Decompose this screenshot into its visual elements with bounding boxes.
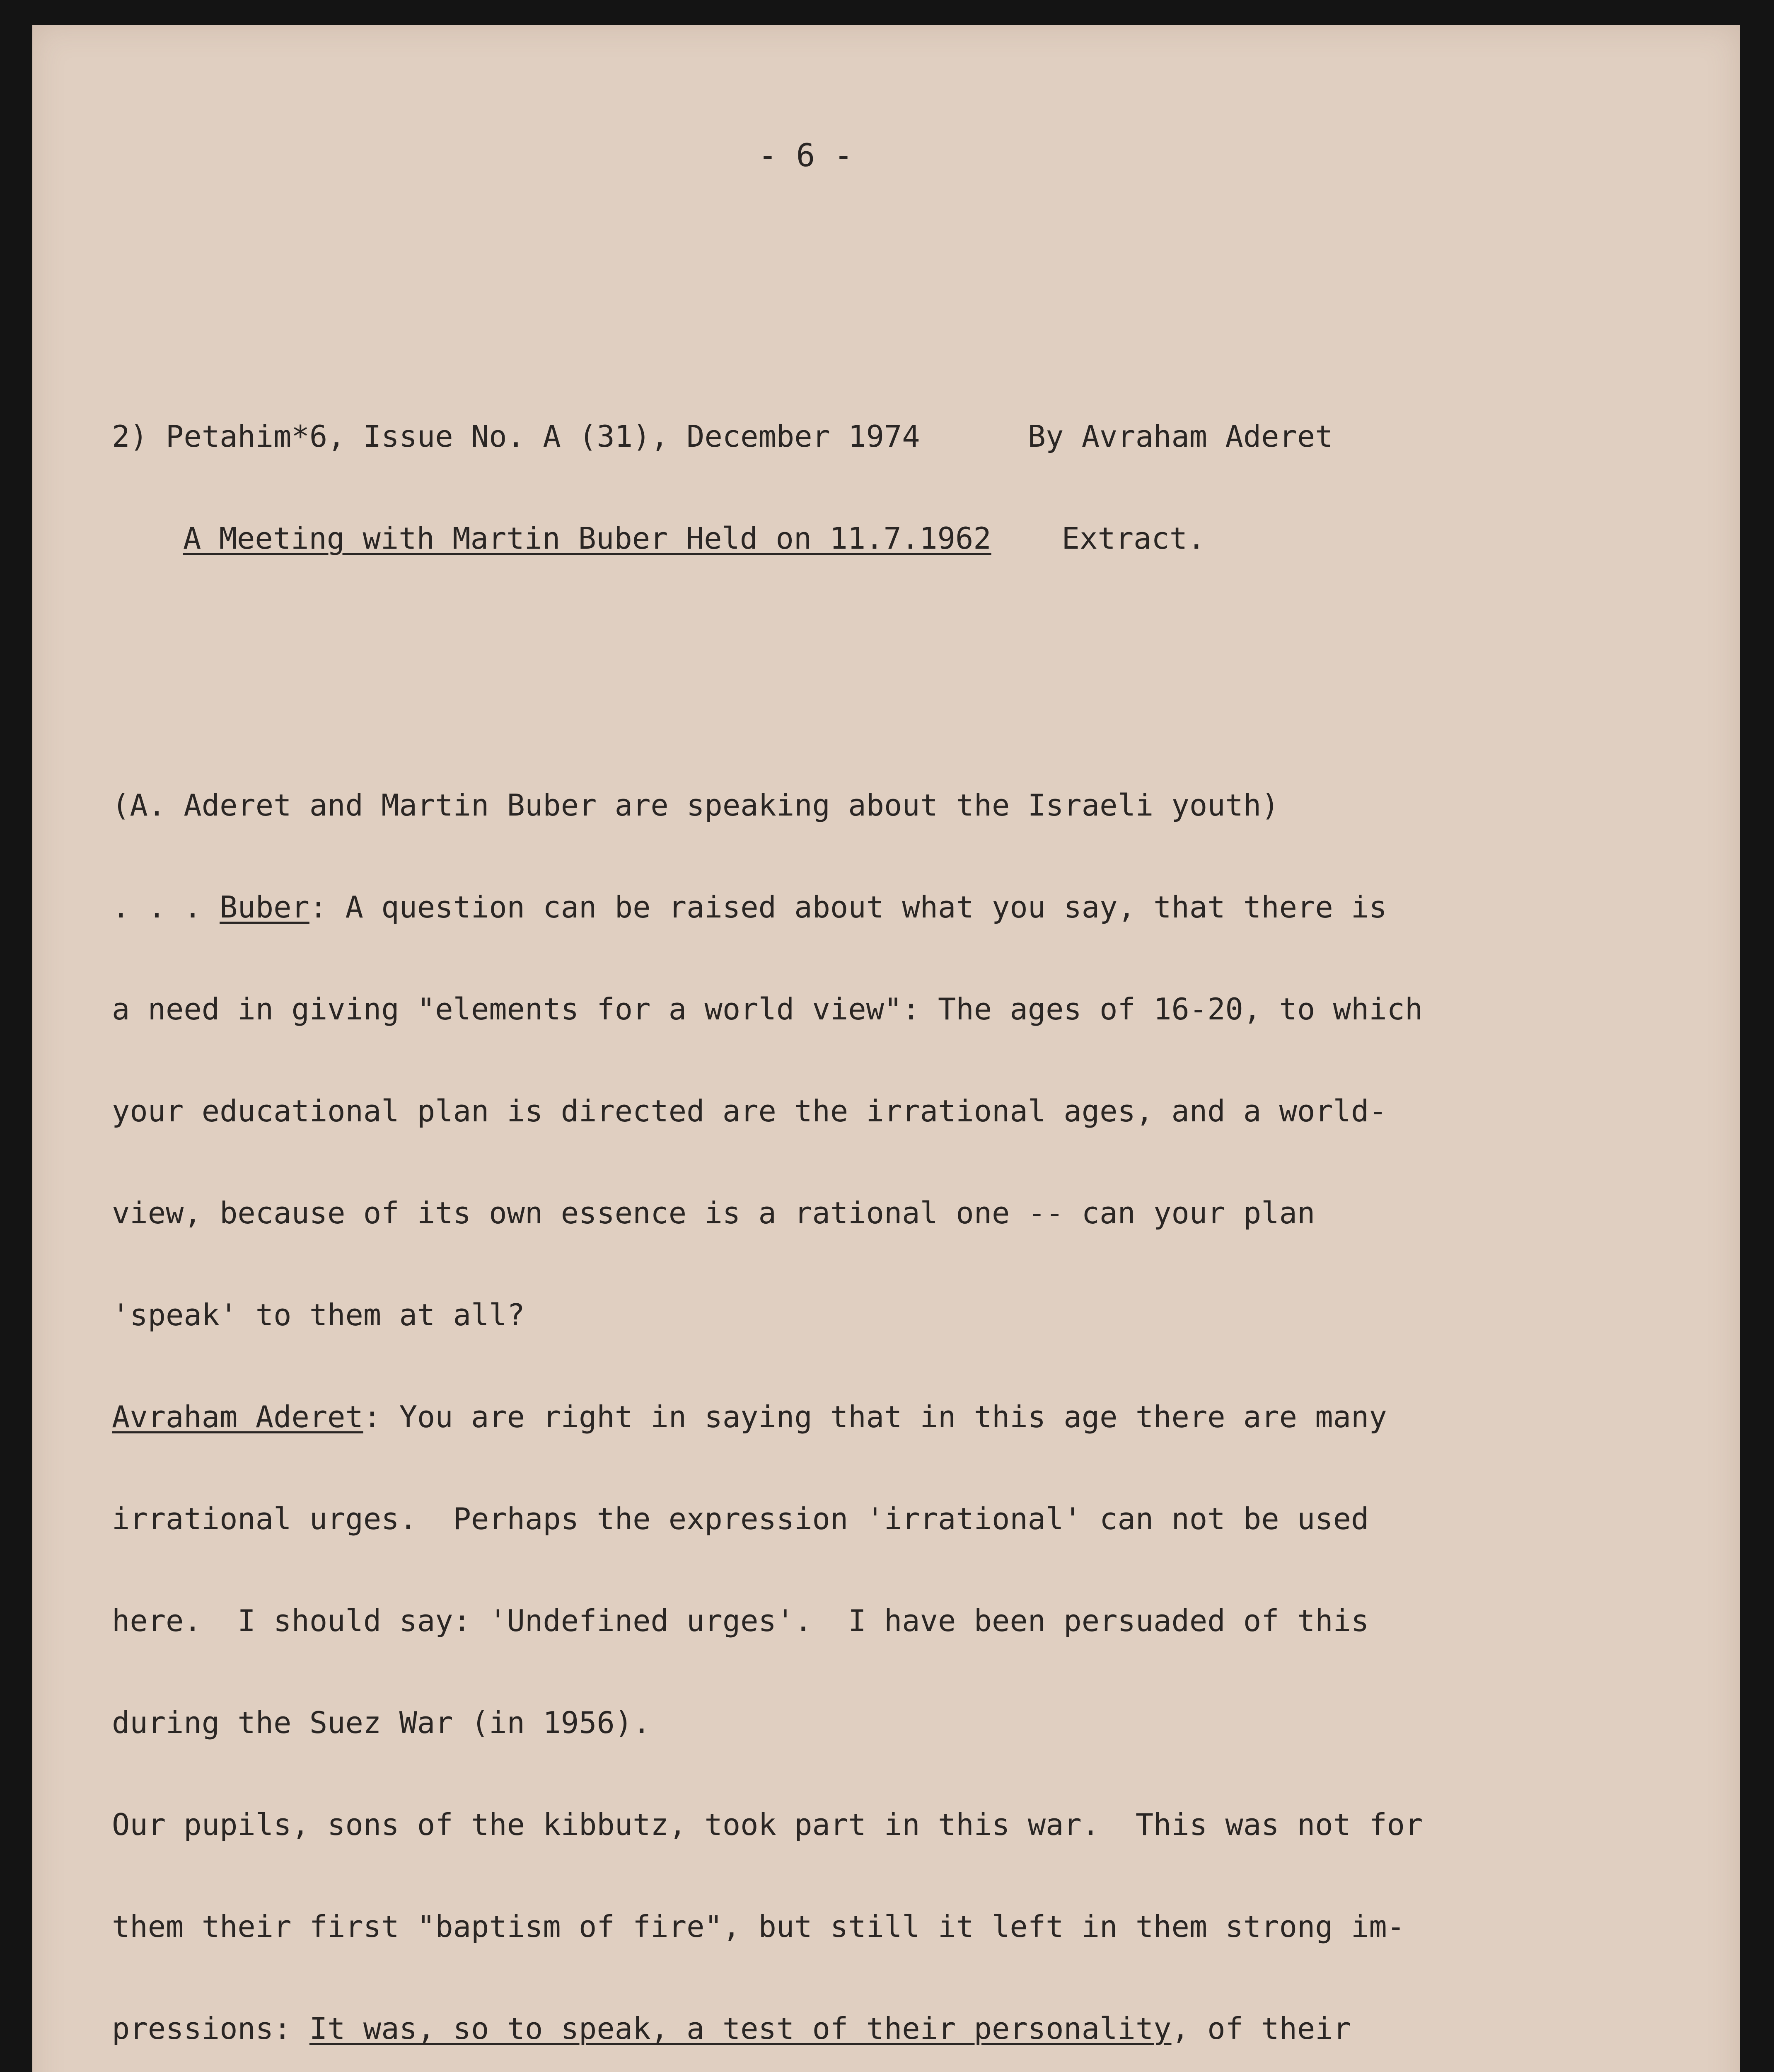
text-line: Our pupils, sons of the kibbutz, took part in this war. This was not for: [112, 1807, 1423, 1842]
item2-source: 2) Petahim*6, Issue No. A (31), December 1974: [112, 419, 920, 454]
page-number: - 6 -: [758, 137, 853, 174]
item2-author: By Avraham Aderet: [1027, 419, 1333, 454]
item2-heading-line1: [112, 419, 1678, 453]
item2-heading-line2: [112, 521, 1678, 555]
text-line: Avraham Aderet: You are right in saying that in this age there are many: [112, 1399, 1387, 1434]
text-line: here. I should say: 'Undefined urges'. I have been persuaded of this: [112, 1603, 1369, 1638]
speaker-aderet: Avraham Aderet: [112, 1399, 363, 1434]
text-line: pressions: It was, so to speak, a test of their personality, of their: [112, 2011, 1351, 2046]
item2-title: A Meeting with Martin Buber Held on 11.7.1962: [183, 521, 991, 556]
text-line: 'speak' to them at all?: [112, 1297, 525, 1332]
text-line: . . . Buber: A question can be raised about what you say, that there is: [112, 890, 1387, 925]
text-line: your educational plan is directed are the irrational ages, and a world-: [112, 1094, 1387, 1128]
underlined-passage: It was, so to speak, a test of their personality: [309, 2011, 1172, 2046]
text-line: them their first "baptism of fire", but still it left in them strong im-: [112, 1909, 1405, 1944]
text-line: irrational urges. Perhaps the expression 'irrational' can not be used: [112, 1501, 1369, 1536]
speaker-buber: Buber: [220, 890, 309, 925]
text-line: a need in giving "elements for a world view": The ages of 16-20, to which: [112, 992, 1423, 1026]
item2-extract-label: Extract.: [1061, 521, 1206, 556]
text-line: view, because of its own essence is a rational one -- can your plan: [112, 1196, 1315, 1230]
text-line: (A. Aderet and Martin Buber are speaking about the Israeli youth): [112, 788, 1279, 823]
document-body: [112, 108, 1678, 2072]
text-line: during the Suez War (in 1956).: [112, 1705, 651, 1740]
